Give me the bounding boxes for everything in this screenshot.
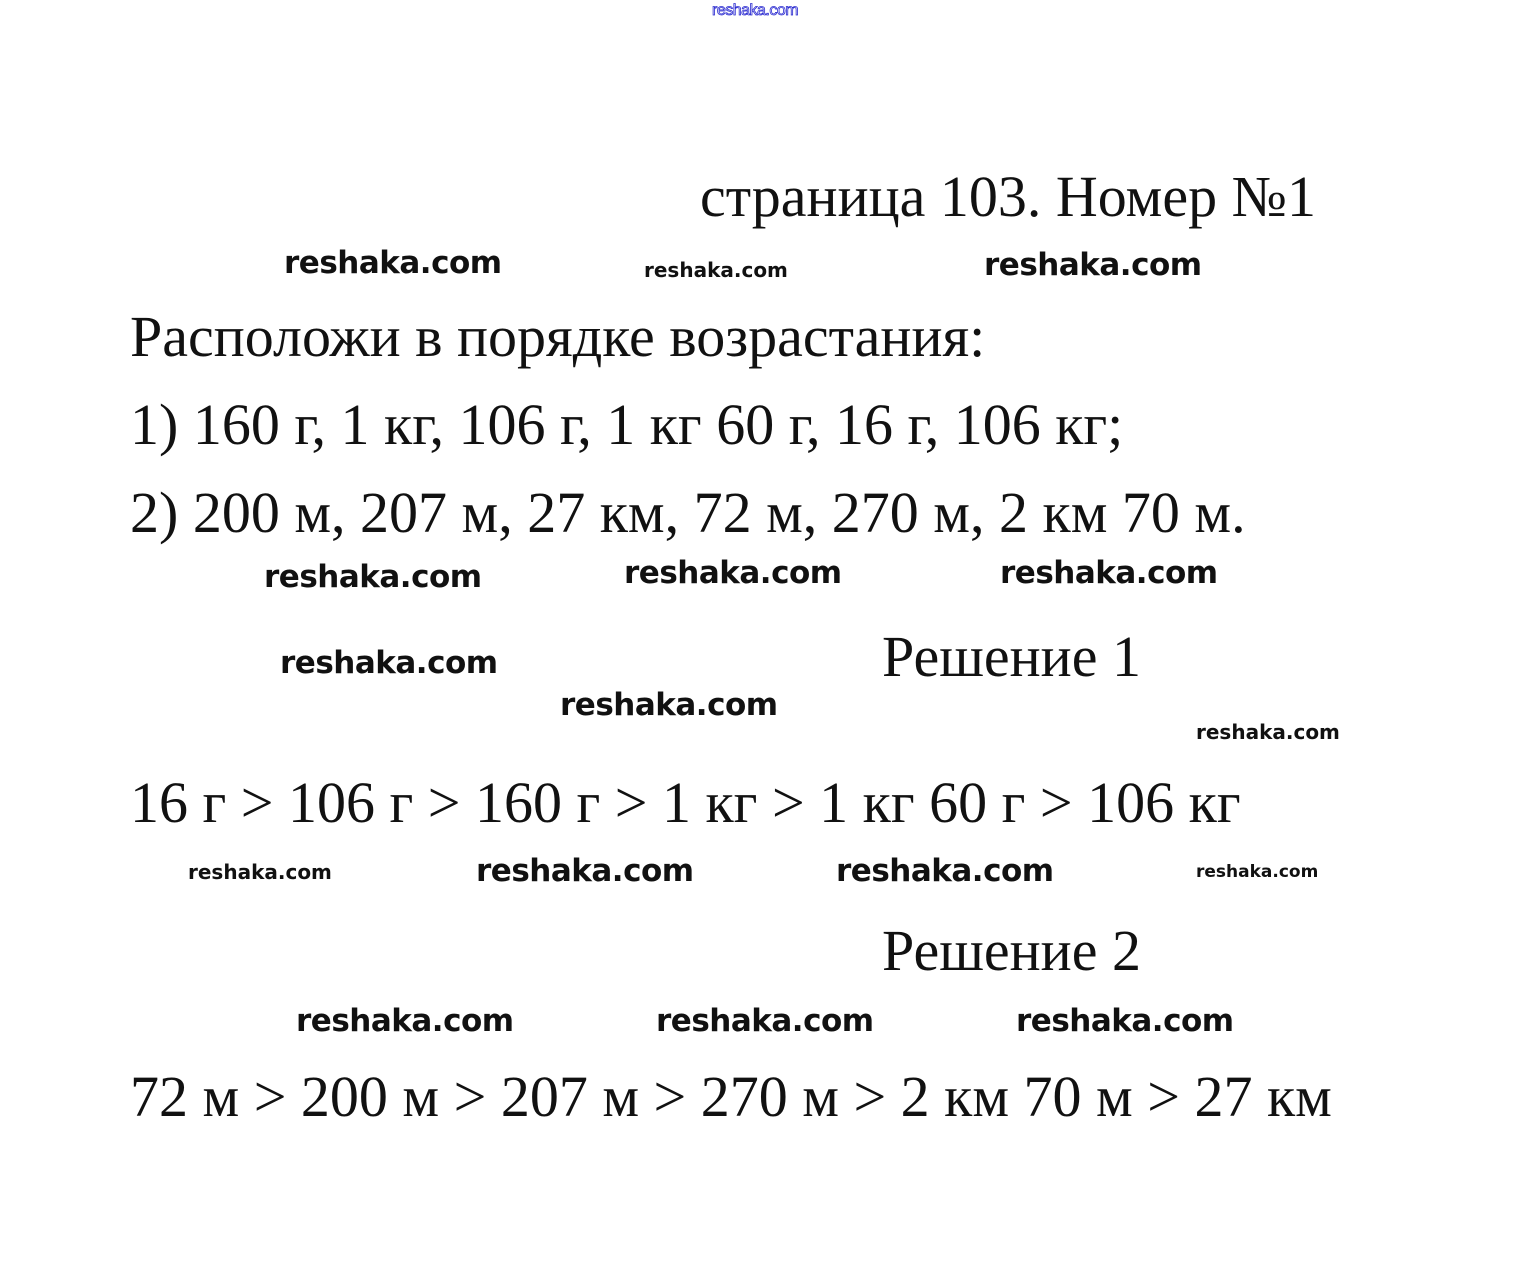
watermark: reshaka.com: [1196, 862, 1319, 882]
watermark: reshaka.com: [264, 559, 482, 595]
watermark: reshaka.com: [984, 247, 1202, 283]
watermark: reshaka.com: [1000, 555, 1218, 591]
solution-2-answer: 72 м > 200 м > 207 м > 270 м > 2 км 70 м > 27 км: [130, 1064, 1332, 1129]
watermark: reshaka.com: [624, 555, 842, 591]
watermark: reshaka.com: [560, 687, 778, 723]
header-watermark: reshaka.com: [712, 2, 799, 19]
page-title: страница 103. Номер №1: [700, 164, 1316, 229]
watermark: reshaka.com: [280, 645, 498, 681]
solution-2-heading: Решение 2: [882, 918, 1141, 983]
watermark: reshaka.com: [284, 245, 502, 281]
watermark: reshaka.com: [836, 853, 1054, 889]
solution-1-answer: 16 г > 106 г > 160 г > 1 кг > 1 кг 60 г > 106 кг: [130, 770, 1241, 835]
solution-1-heading: Решение 1: [882, 624, 1141, 689]
watermark: reshaka.com: [188, 860, 332, 884]
task-item-1: 1) 160 г, 1 кг, 106 г, 1 кг 60 г, 16 г, 106 кг;: [130, 392, 1124, 457]
watermark: reshaka.com: [644, 258, 788, 282]
task-item-2: 2) 200 м, 207 м, 27 км, 72 м, 270 м, 2 км 70 м.: [130, 480, 1246, 545]
watermark: reshaka.com: [656, 1003, 874, 1039]
watermark: reshaka.com: [476, 853, 694, 889]
watermark: reshaka.com: [1196, 720, 1340, 744]
watermark: reshaka.com: [1016, 1003, 1234, 1039]
task-prompt: Расположи в порядке возрастания:: [130, 304, 986, 369]
watermark: reshaka.com: [296, 1003, 514, 1039]
